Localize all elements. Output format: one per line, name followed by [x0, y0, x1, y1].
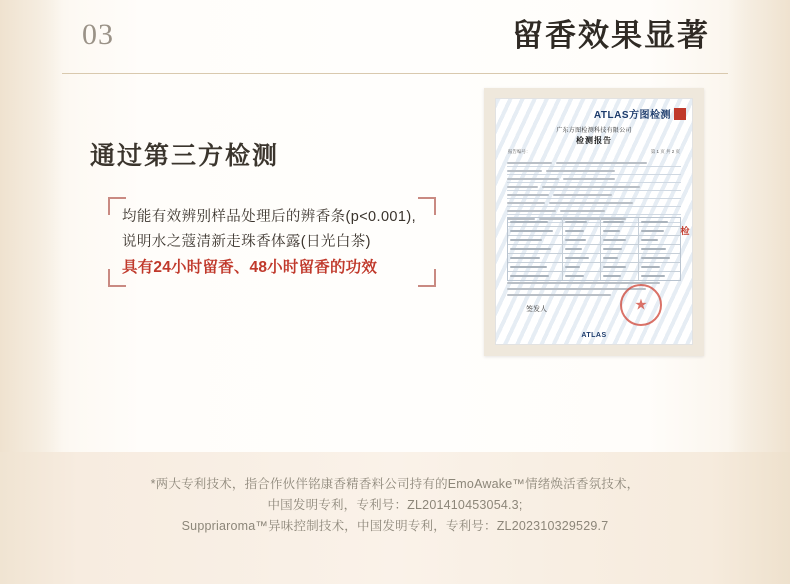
table-row: [508, 272, 680, 280]
section-subtitle: 通过第三方检测: [90, 142, 280, 170]
certificate-info-row: [507, 191, 681, 199]
table-cell: [563, 218, 601, 226]
table-cell: [639, 227, 680, 235]
table-cell: [601, 272, 639, 280]
certificate-brand-text: ATLAS方图检测: [593, 110, 671, 121]
certificate-info-row: [507, 167, 681, 175]
table-cell: [563, 245, 601, 253]
certificate-results-table: [507, 217, 681, 281]
certificate-meta-right: 第 1 页 共 2 页: [650, 149, 680, 154]
quote-block: [108, 197, 436, 287]
main-content: [0, 74, 790, 452]
footer-line-1: *两大专利技术，指合作伙伴铭康香精香料公司持有的EmoAwake™情绪焕活香氛技术，: [150, 477, 640, 491]
quote-line-1: 均能有效辨别样品处理后的辨香条(p<0.001),: [122, 209, 417, 225]
table-cell: [563, 254, 601, 262]
certificate-info-row: [507, 183, 681, 191]
table-cell: [563, 263, 601, 271]
table-cell: [563, 236, 601, 244]
table-cell: [508, 218, 563, 226]
table-row: [508, 254, 680, 263]
table-cell: [639, 236, 680, 244]
certificate-report-title: 检测报告: [576, 136, 612, 145]
certificate-info-row: [507, 199, 681, 207]
table-cell: [639, 272, 680, 280]
table-cell: [508, 236, 563, 244]
certificate-side-mark: 检: [680, 226, 690, 236]
table-row: [508, 263, 680, 272]
table-cell: [639, 254, 680, 262]
certificate-info-row: [507, 175, 681, 183]
certificate-info-row: [507, 207, 681, 215]
table-cell: [639, 245, 680, 253]
certificate-photo: [484, 88, 704, 356]
table-cell: [639, 263, 680, 271]
quote-line-3-highlight: 具有24小时留香、48小时留香的功效: [122, 259, 378, 276]
table-cell: [639, 218, 680, 226]
certificate-info-row: [507, 159, 681, 167]
certificate-signature: 签发人: [526, 305, 547, 313]
table-cell: [601, 218, 639, 226]
table-cell: [601, 236, 639, 244]
table-cell: [563, 227, 601, 235]
table-cell: [601, 254, 639, 262]
certificate-bottom-logo: ATLAS: [581, 332, 607, 339]
stamp-star-icon: ★: [634, 296, 648, 314]
table-cell: [508, 263, 563, 271]
table-row: [508, 227, 680, 236]
table-row: [508, 245, 680, 254]
footer-line-2: 中国发明专利，专利号：ZL201410453054.3;: [267, 498, 523, 512]
footer-disclaimer: [0, 474, 790, 537]
table-cell: [563, 272, 601, 280]
table-cell: [601, 227, 639, 235]
certificate-company: 广东方图检测科技有限公司: [556, 128, 632, 134]
quote-line-2: 说明水之蔻清新走珠香体露(日光白茶): [122, 234, 371, 250]
table-cell: [508, 254, 563, 262]
certificate-document: [495, 98, 693, 345]
section-number: 03: [82, 18, 114, 51]
certificate-info-rows: [507, 159, 681, 223]
certificate-logo-mark-icon: [674, 108, 686, 120]
quote-text: [122, 205, 426, 280]
page-title: 留香效果显著: [512, 18, 710, 53]
page-header: [62, 0, 728, 74]
certificate-brand-logo: [594, 106, 686, 121]
table-cell: [508, 227, 563, 235]
table-row: [508, 218, 680, 227]
table-cell: [508, 245, 563, 253]
table-cell: [601, 245, 639, 253]
certificate-red-stamp-icon: [620, 284, 662, 326]
table-cell: [601, 263, 639, 271]
table-cell: [508, 272, 563, 280]
page-footer: [0, 452, 790, 584]
certificate-meta-left: 报告编号：: [508, 149, 531, 154]
footer-line-3: Suppriaroma™异味控制技术，中国发明专利，专利号：ZL202310329529.7: [181, 519, 609, 533]
table-row: [508, 236, 680, 245]
